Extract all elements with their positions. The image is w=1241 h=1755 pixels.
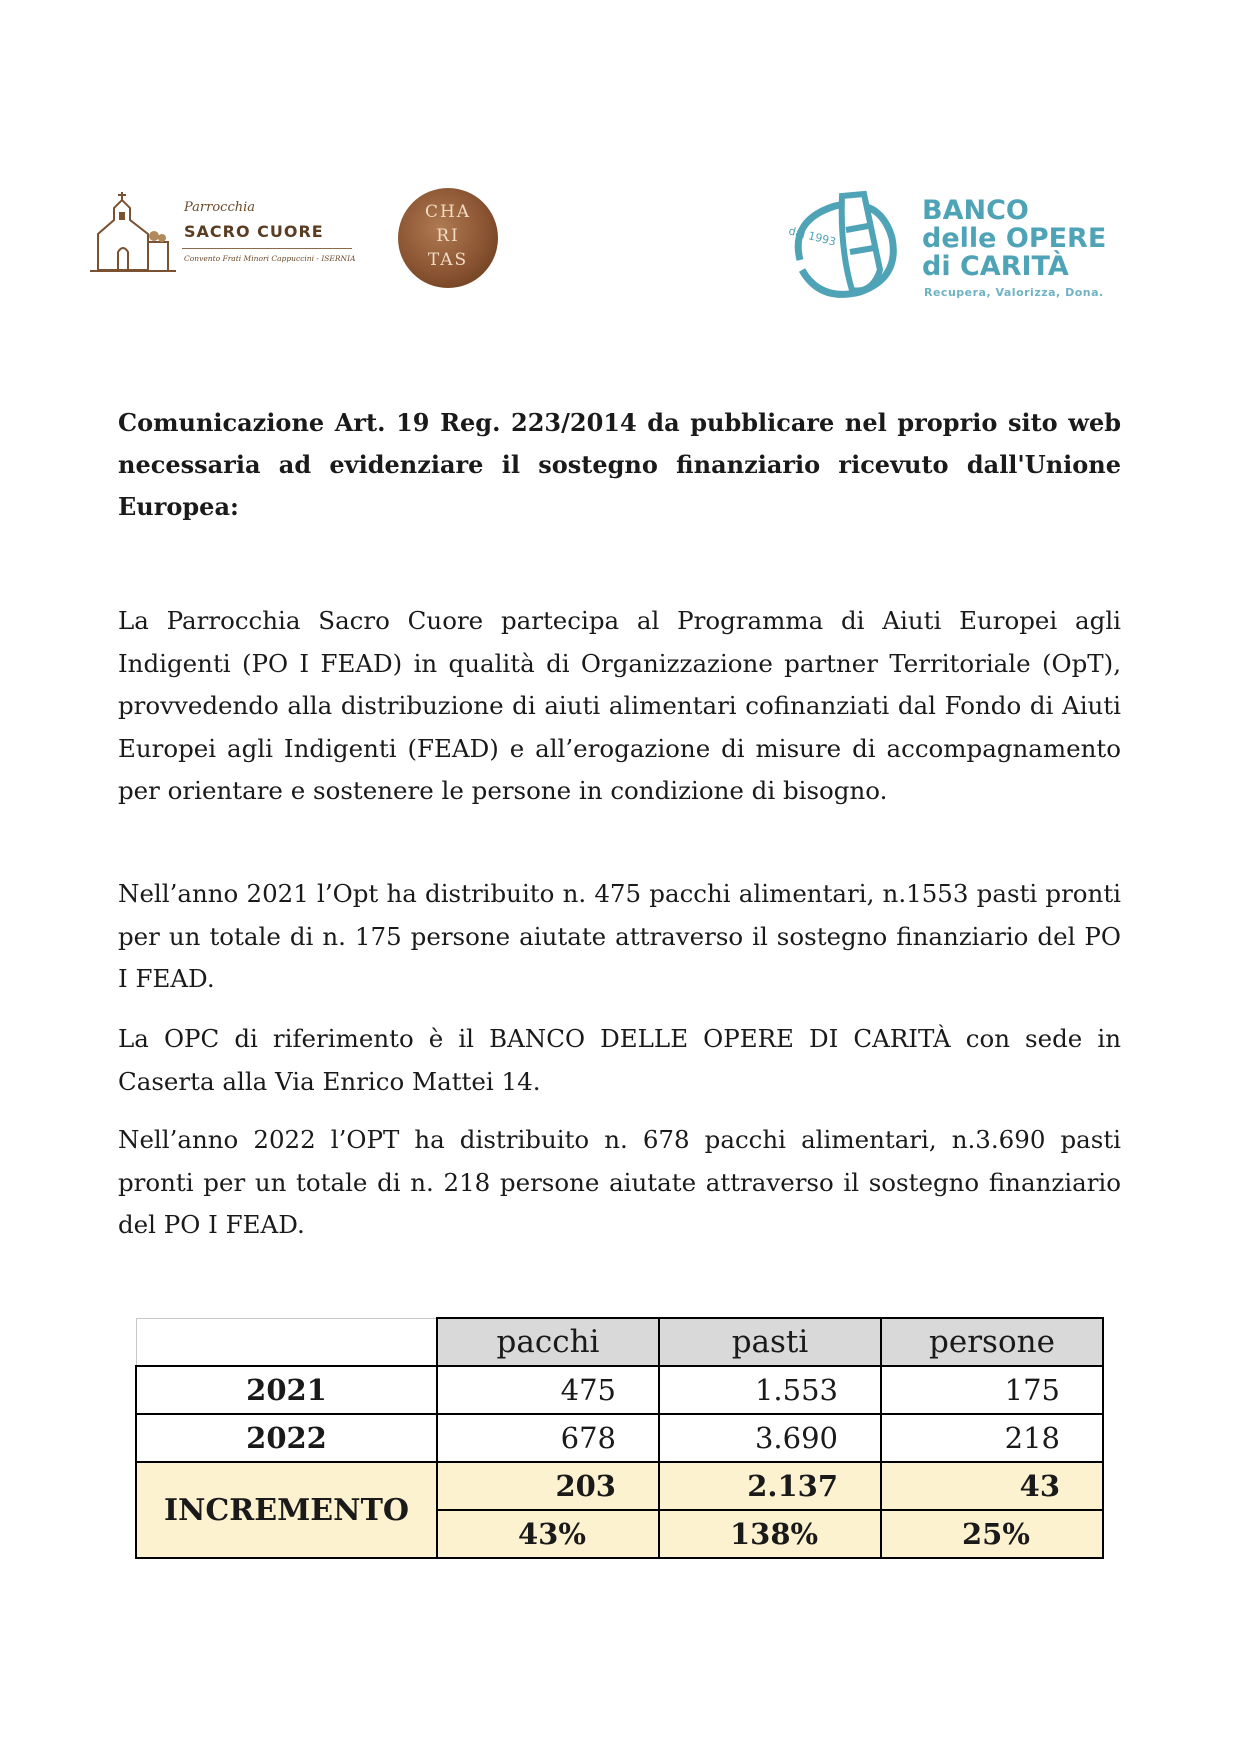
banco-tagline: Recupera, Valorizza, Dona. (924, 286, 1104, 299)
caritas-text (398, 200, 498, 272)
increment-persone-percent: 25% (881, 1510, 1103, 1558)
parrocchia-label: Parrocchia (184, 200, 256, 215)
distribution-table (135, 1317, 1104, 1559)
caritas-logo (398, 188, 498, 288)
table-row (136, 1366, 1103, 1414)
caritas-line-2: RI (436, 226, 460, 246)
increment-row-absolute (136, 1462, 1103, 1510)
increment-persone: 43 (881, 1462, 1103, 1510)
banco-bottle-icon (780, 190, 910, 302)
paragraph-opc-reference: La OPC di riferimento è il BANCO DELLE OPERE DI CARITÀ con sede in Caserta alla Via Enrico Mattei 14. (118, 1024, 1121, 1096)
cell-2022-persone: 218 (881, 1414, 1103, 1462)
caritas-line-1: CHA (424, 202, 472, 222)
parrocchia-name: SACRO CUORE (184, 222, 324, 241)
banco-line-1: BANCO (922, 195, 1029, 226)
banco-opere-carita-logo (780, 190, 1110, 302)
increment-pasti-percent: 138% (659, 1510, 881, 1558)
parrocchia-logo (88, 190, 356, 280)
parrocchia-subtitle: Convento Frati Minori Cappuccini - ISERNIA (184, 254, 356, 263)
church-icon (88, 190, 178, 274)
increment-label: INCREMENTO (136, 1462, 437, 1558)
cell-2022-pasti: 3.690 (659, 1414, 881, 1462)
row-label-2021: 2021 (136, 1366, 437, 1414)
row-label-2022: 2022 (136, 1414, 437, 1462)
cell-2021-pasti: 1.553 (659, 1366, 881, 1414)
table-header-row (136, 1318, 1103, 1366)
banco-line-3: di CARITÀ (922, 251, 1069, 282)
cell-2022-pacchi: 678 (437, 1414, 659, 1462)
cell-2021-pacchi: 475 (437, 1366, 659, 1414)
paragraph-program-participation: La Parrocchia Sacro Cuore partecipa al Programma di Aiuti Europei agli Indigenti (PO I FEAD) in qualità di Organizzazione partner Territoriale (OpT), provvedendo alla distribuzione di aiuti alimentari cofinanziati dal Fondo di Aiuti Europei agli Indigenti (FEAD) e all’erogazione di misure di accompagnamento per orientare e sostenere le persone in condizione di bisogno. (118, 606, 1121, 805)
communication-heading: Comunicazione Art. 19 Reg. 223/2014 da pubblicare nel proprio sito web necessaria ad evidenziare il sostegno finanziario ricevuto dall'Unione Europea: (118, 408, 1121, 521)
table-row (136, 1414, 1103, 1462)
table-corner-cell (136, 1318, 437, 1366)
increment-pacchi: 203 (437, 1462, 659, 1510)
column-header-pacchi: pacchi (437, 1318, 659, 1366)
increment-pasti: 2.137 (659, 1462, 881, 1510)
parrocchia-divider (182, 248, 352, 249)
banco-line-2: delle OPERE (922, 223, 1107, 254)
banco-since-label: dal 1993 (787, 224, 838, 249)
paragraph-2021-results: Nell’anno 2021 l’Opt ha distribuito n. 475 pacchi alimentari, n.1553 pasti pronti per un totale di n. 175 persone aiutate attraverso il sostegno finanziario del PO I FEAD. (118, 879, 1121, 993)
paragraph-2022-results: Nell’anno 2022 l’OPT ha distribuito n. 678 pacchi alimentari, n.3.690 pasti pronti per un totale di n. 218 persone aiutate attraverso il sostegno finanziario del PO I FEAD. (118, 1125, 1121, 1239)
cell-2021-persone: 175 (881, 1366, 1103, 1414)
caritas-line-3: TAS (427, 250, 469, 270)
increment-pacchi-percent: 43% (437, 1510, 659, 1558)
column-header-pasti: pasti (659, 1318, 881, 1366)
column-header-persone: persone (881, 1318, 1103, 1366)
